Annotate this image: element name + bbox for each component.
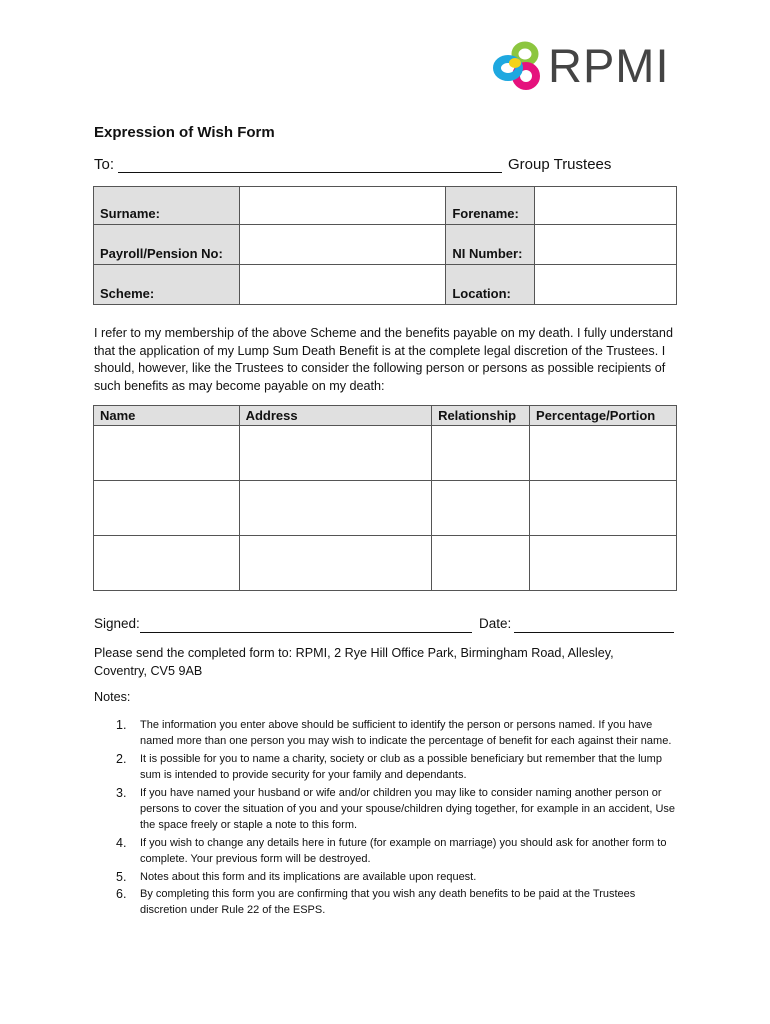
- beneficiary-relationship-cell[interactable]: [432, 481, 530, 536]
- note-text: It is possible for you to name a charity, society or club as a possible beneficiary but remember that the lump sum is intended to provide security for your family and dependants.: [140, 752, 662, 782]
- note-number: 2.: [116, 751, 127, 766]
- header-address: Address: [239, 406, 431, 426]
- to-label: To:: [94, 156, 115, 173]
- list-item: [110, 751, 680, 784]
- note-text: Notes about this form and its implications are available upon request.: [140, 870, 477, 883]
- signed-label: Signed:: [94, 616, 140, 631]
- ni-number-label: NI Number:: [446, 225, 535, 265]
- note-number: 5.: [116, 869, 127, 884]
- list-item: [110, 835, 680, 868]
- beneficiary-percentage-cell[interactable]: [530, 536, 677, 591]
- notes-heading: Notes:: [94, 690, 131, 704]
- header-percentage: Percentage/Portion: [530, 406, 677, 426]
- header-relationship: Relationship: [432, 406, 530, 426]
- note-text: The information you enter above should be sufficient to identify the person or persons named. If you have named more than one person you may wish to indicate the percentage of benefit for each against their name.: [140, 719, 672, 748]
- note-number: 3.: [116, 785, 127, 800]
- date-label: Date:: [479, 616, 512, 631]
- signature-line: [94, 616, 676, 638]
- note-number: 1.: [116, 718, 127, 732]
- to-input-line[interactable]: [118, 172, 502, 173]
- rpmi-logo: [488, 40, 678, 96]
- payroll-field[interactable]: [239, 225, 445, 265]
- payroll-label: Payroll/Pension No:: [94, 225, 240, 265]
- beneficiary-address-cell[interactable]: [239, 536, 431, 591]
- table-row: [94, 481, 677, 536]
- beneficiary-relationship-cell[interactable]: [432, 426, 530, 481]
- forename-field[interactable]: [535, 187, 677, 225]
- beneficiary-name-cell[interactable]: [94, 426, 240, 481]
- note-number: 6.: [116, 887, 127, 902]
- beneficiary-name-cell[interactable]: [94, 481, 240, 536]
- beneficiary-relationship-cell[interactable]: [432, 536, 530, 591]
- note-text: If you wish to change any details here in future (for example on marriage) you should ask for another form to complete. Your previous form will be destroyed.: [140, 836, 667, 866]
- note-text: By completing this form you are confirming that you wish any death benefits to be paid at the Trustees discretion under Rule 22 of the ESPS.: [140, 888, 636, 917]
- location-label: Location:: [446, 265, 535, 305]
- list-item: [110, 717, 680, 750]
- brand-name: RPMI: [548, 39, 670, 92]
- header-name: Name: [94, 406, 240, 426]
- notes-list: [110, 717, 680, 920]
- beneficiary-percentage-cell[interactable]: [530, 481, 677, 536]
- scheme-label: Scheme:: [94, 265, 240, 305]
- beneficiary-address-cell[interactable]: [239, 426, 431, 481]
- surname-field[interactable]: [239, 187, 445, 225]
- signature-input-line[interactable]: [140, 632, 472, 633]
- beneficiary-name-cell[interactable]: [94, 536, 240, 591]
- forename-label: Forename:: [446, 187, 535, 225]
- form-title: Expression of Wish Form: [94, 124, 275, 141]
- to-suffix: Group Trustees: [508, 156, 612, 173]
- beneficiary-address-cell[interactable]: [239, 481, 431, 536]
- list-item: [110, 869, 680, 885]
- note-number: 4.: [116, 835, 127, 850]
- send-instructions: Please send the completed form to: RPMI, 2 Rye Hill Office Park, Birmingham Road, Allesley, Coventry, CV5 9AB: [94, 646, 614, 678]
- list-item: [110, 785, 680, 834]
- location-field[interactable]: [535, 265, 677, 305]
- to-line: [94, 156, 674, 178]
- surname-label: Surname:: [94, 187, 240, 225]
- date-input-line[interactable]: [514, 632, 674, 633]
- list-item: [110, 886, 680, 919]
- table-row: [94, 426, 677, 481]
- intro-paragraph: I refer to my membership of the above Scheme and the benefits payable on my death. I fully understand that the application of my Lump Sum Death Benefit is at the complete legal discretion of the Trustees. I should, however, like the Trustees to consider the following person or persons as possible recipients of such benefits as may become payable on my death:: [94, 326, 673, 393]
- note-text: If you have named your husband or wife and/or children you may like to consider naming another person or persons to cover the situation of you and your spouse/children dying together, for example in an accident, Use the space freely or staple a note to this form.: [140, 786, 676, 832]
- beneficiary-percentage-cell[interactable]: [530, 426, 677, 481]
- member-details-table: [93, 186, 677, 305]
- rpmi-logo-mark-icon: [488, 40, 548, 96]
- table-row: [94, 536, 677, 591]
- beneficiaries-table: [93, 405, 677, 591]
- scheme-field[interactable]: [239, 265, 445, 305]
- ni-number-field[interactable]: [535, 225, 677, 265]
